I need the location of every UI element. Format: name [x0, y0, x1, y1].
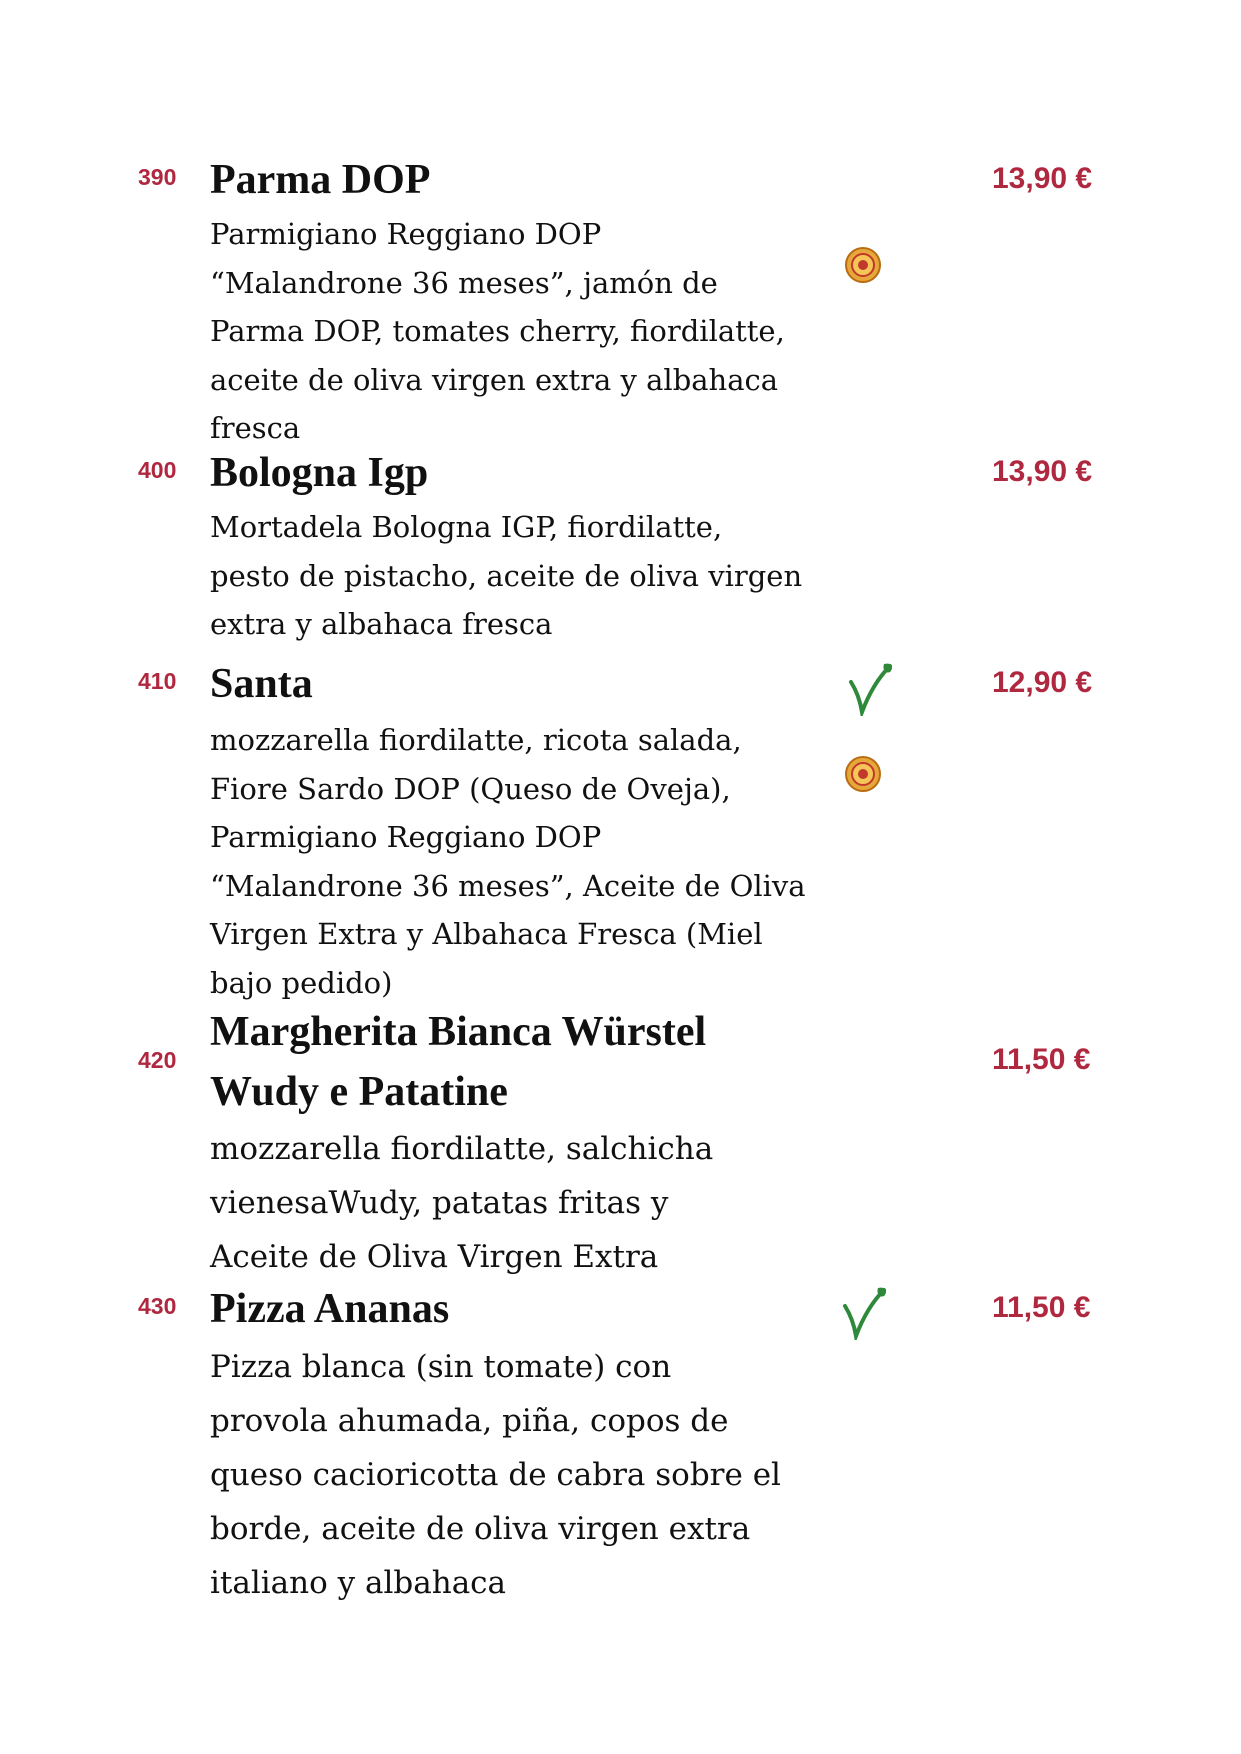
description-line: Parma DOP, tomates cherry, fiordilatte,: [210, 314, 785, 348]
description-line: mozzarella fiordilatte, ricota salada,: [210, 723, 742, 757]
description-line: Virgen Extra y Albahaca Fresca (Miel: [210, 917, 763, 951]
description-line: extra y albahaca fresca: [210, 607, 553, 641]
item-description: [210, 716, 830, 1007]
item-number: 420: [138, 1047, 177, 1073]
dop-seal-icon: [844, 246, 882, 284]
item-price: 13,90 €: [992, 162, 1093, 195]
item-price: 11,50 €: [992, 1291, 1091, 1324]
item-number: 400: [138, 457, 177, 483]
item-number: 430: [138, 1293, 177, 1319]
item-name: Parma DOP: [210, 157, 431, 203]
item-price: 11,50 €: [992, 1043, 1091, 1076]
item-name: Pizza Ananas: [210, 1286, 450, 1332]
description-line: fresca: [210, 411, 301, 445]
description-line: “Malandrone 36 meses”, jamón de: [210, 265, 718, 300]
item-name: Santa: [210, 661, 313, 707]
description-line: Aceite de Oliva Virgen Extra: [210, 1239, 659, 1275]
vegetarian-icon: [848, 660, 894, 716]
description-line: borde, aceite de oliva virgen extra: [210, 1511, 751, 1547]
description-line: vienesaWudy, patatas fritas y: [210, 1185, 669, 1221]
item-description: [210, 1122, 830, 1284]
item-price: 13,90 €: [992, 455, 1093, 488]
description-line: Parmigiano Reggiano DOP: [210, 217, 602, 251]
item-number: 410: [138, 668, 177, 694]
description-line: queso cacioricotta de cabra sobre el: [210, 1457, 781, 1493]
item-name-line: Margherita Bianca Würstel: [210, 1009, 707, 1055]
item-description: [210, 503, 830, 649]
description-line: Pizza blanca (sin tomate) con: [210, 1349, 672, 1385]
description-line: italiano y albahaca: [210, 1565, 507, 1601]
description-line: Parmigiano Reggiano DOP: [210, 820, 602, 854]
item-price: 12,90 €: [992, 666, 1093, 699]
description-line: pesto de pistacho, aceite de oliva virgen: [210, 558, 803, 593]
item-number: 390: [138, 164, 177, 190]
description-line: bajo pedido): [210, 965, 393, 1000]
description-line: aceite de oliva virgen extra y albahaca: [210, 362, 779, 397]
description-line: Fiore Sardo DOP (Queso de Oveja),: [210, 771, 731, 806]
item-name-line: Wudy e Patatine: [210, 1069, 508, 1115]
item-name: Bologna Igp: [210, 450, 429, 496]
dop-seal-icon: [844, 755, 882, 793]
description-line: Mortadela Bologna IGP, fiordilatte,: [210, 510, 723, 544]
description-line: mozzarella fiordilatte, salchicha: [210, 1131, 714, 1167]
item-description: [210, 210, 830, 453]
item-description: [210, 1340, 830, 1610]
description-line: provola ahumada, piña, copos de: [210, 1403, 729, 1439]
vegetarian-icon: [842, 1284, 888, 1340]
description-line: “Malandrone 36 meses”, Aceite de Oliva: [210, 868, 806, 903]
